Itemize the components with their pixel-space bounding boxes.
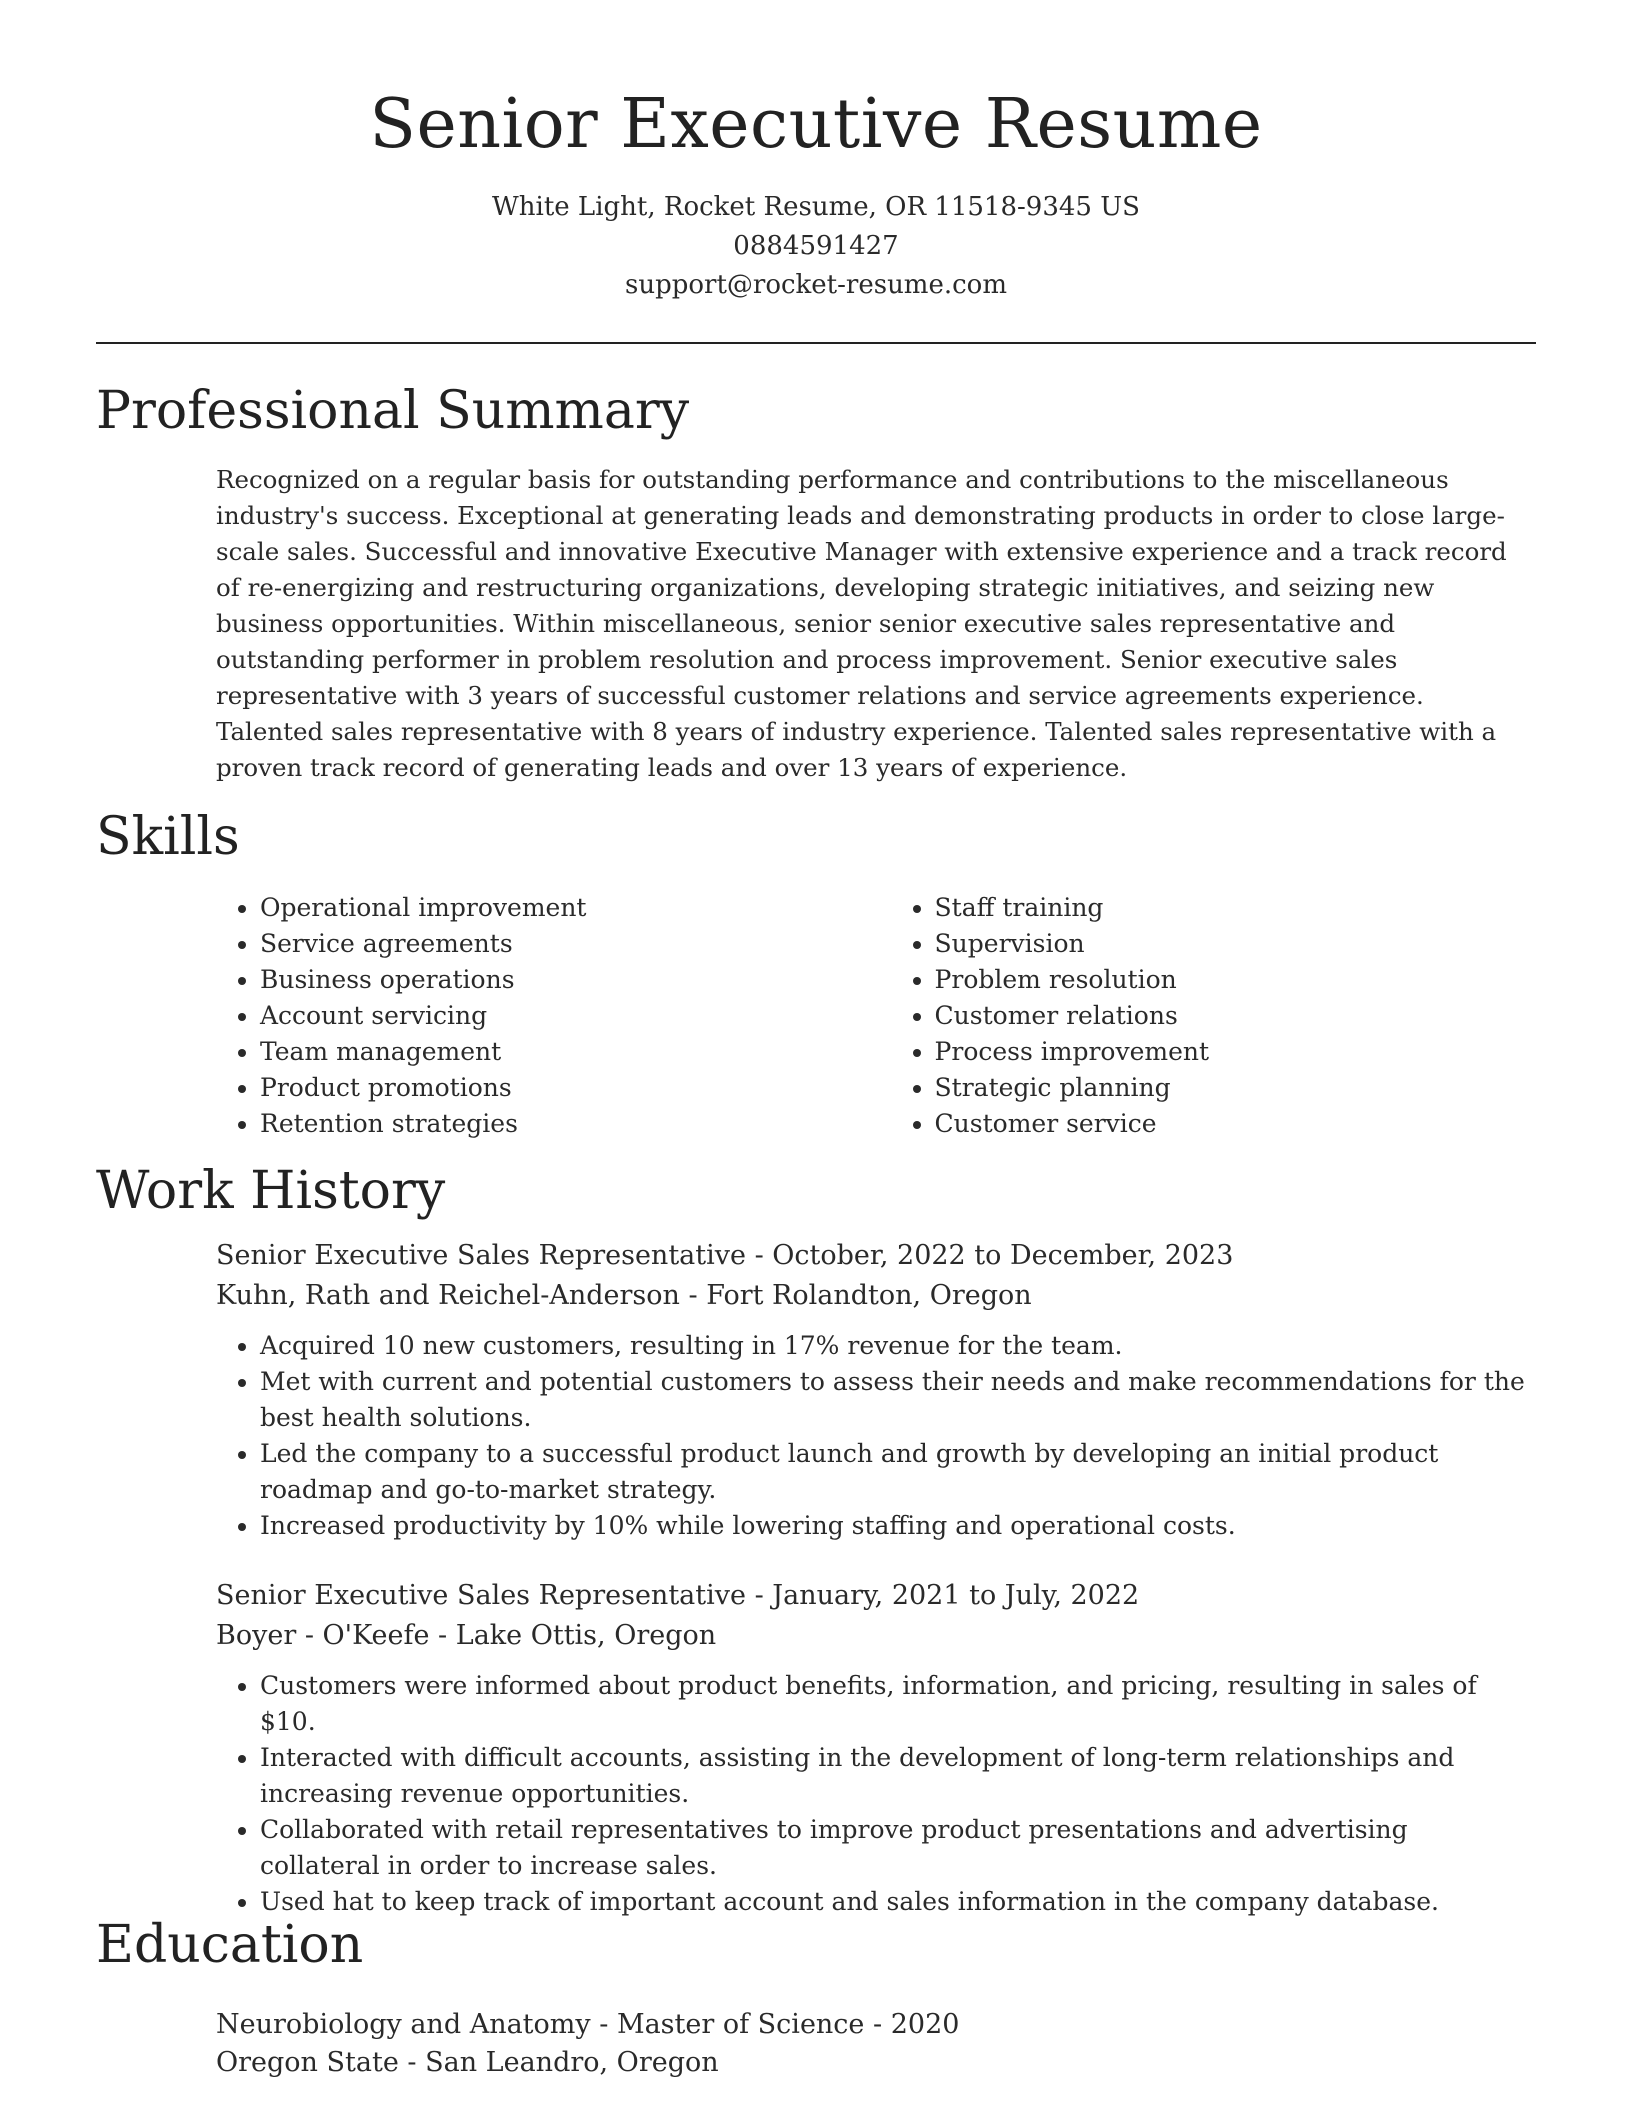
separator: -: [398, 2047, 426, 2078]
education-degree: Master of Science: [616, 2009, 865, 2040]
skill-item: • Customer service: [935, 1106, 1536, 1142]
separator: -: [745, 1240, 773, 1271]
skill-item: • Staff training: [935, 890, 1536, 926]
education-degree-line: [216, 2006, 1538, 2044]
job-title-line: [216, 1576, 1538, 1616]
summary-heading: Professional Summary: [96, 381, 690, 441]
skills-heading: Skills: [96, 807, 240, 867]
contact-email: support@rocket-resume.com: [624, 270, 1007, 300]
job-bullet: • Used hat to keep track of important account and sales information in the company database.: [260, 1884, 1538, 1920]
skill-item: • Team management: [260, 1034, 891, 1070]
skill-item: • Operational improvement: [260, 890, 891, 926]
separator: -: [590, 2009, 617, 2040]
job-dates: January, 2021 to July, 2022: [772, 1580, 1140, 1611]
job-company: Kuhn, Rath and Reichel-Anderson: [216, 1280, 680, 1311]
skill-item: • Customer relations: [935, 998, 1536, 1034]
skills-column-1: [216, 890, 891, 1142]
job-location: Lake Ottis, Oregon: [455, 1620, 717, 1651]
skill-item: • Problem resolution: [935, 962, 1536, 998]
separator: -: [864, 2009, 891, 2040]
resume-header: [0, 84, 1632, 305]
job-bullet: • Interacted with difficult accounts, assisting in the development of long-term relationships and increasing revenue opportunities.: [260, 1740, 1538, 1812]
job-bullet: • Increased productivity by 10% while lowering staffing and operational costs.: [260, 1508, 1538, 1544]
separator: -: [745, 1580, 773, 1611]
header-divider: [96, 342, 1536, 344]
resume-name: Senior Executive Resume: [369, 85, 1263, 164]
job-bullets: [216, 1668, 1538, 1920]
job-company: Boyer - O'Keefe: [216, 1620, 430, 1651]
contact-block: [0, 188, 1632, 305]
education-heading: Education: [96, 1915, 364, 1975]
skills-list: [216, 890, 1536, 1142]
education-entry: [216, 2006, 1538, 2082]
job-bullet: • Led the company to a successful product launch and growth by developing an initial product roadmap and go-to-market strategy.: [260, 1436, 1538, 1508]
separator: -: [679, 1280, 707, 1311]
job-entry: [216, 1576, 1538, 1920]
skill-item: • Supervision: [935, 926, 1536, 962]
skill-item: • Product promotions: [260, 1070, 891, 1106]
work-history-heading: Work History: [96, 1161, 446, 1221]
education-field: Neurobiology and Anatomy: [216, 2009, 591, 2040]
contact-phone: 0884591427: [733, 231, 899, 261]
job-bullet: • Met with current and potential customers to assess their needs and make recommendations for the best health solutions.: [260, 1364, 1538, 1436]
job-bullets: [216, 1328, 1538, 1544]
skills-column-2: [891, 890, 1536, 1142]
education-school-line: [216, 2044, 1538, 2082]
job-entry: [216, 1236, 1538, 1544]
contact-address: White Light, Rocket Resume, OR 11518-9345 US: [492, 192, 1140, 222]
job-bullet: • Customers were informed about product benefits, information, and pricing, resulting in sales of $10.: [260, 1668, 1538, 1740]
skill-item: • Service agreements: [260, 926, 891, 962]
job-position: Senior Executive Sales Representative: [216, 1240, 746, 1271]
job-dates: October, 2022 to December, 2023: [772, 1240, 1234, 1271]
job-company-line: [216, 1276, 1538, 1316]
job-company-line: [216, 1616, 1538, 1656]
skill-item: • Account servicing: [260, 998, 891, 1034]
skill-item: • Business operations: [260, 962, 891, 998]
education-year: 2020: [890, 2009, 960, 2040]
education-location: San Leandro, Oregon: [425, 2047, 719, 2078]
job-location: Fort Rolandton, Oregon: [706, 1280, 1032, 1311]
job-bullet: • Acquired 10 new customers, resulting in 17% revenue for the team.: [260, 1328, 1538, 1364]
skill-item: • Process improvement: [935, 1034, 1536, 1070]
separator: -: [429, 1620, 456, 1651]
summary-text: Recognized on a regular basis for outstanding performance and contributions to the miscellaneous industry's success. Exceptional at generating leads and demonstrating products in order to close large-scale sales. Successful and innovative Executive Manager with extensive experience and a track record of re-energizing and restructuring organizations, developing strategic initiatives, and seizing new business opportunities. Within miscellaneous, senior senior executive sales representative and outstanding performer in problem resolution and process improvement. Senior executive sales representative with 3 years of successful customer relations and service agreements experience. Talented sales representative with 8 years of industry experience. Talented sales representative with a proven track record of generating leads and over 13 years of experience.: [216, 465, 1507, 782]
education-school: Oregon State: [216, 2047, 399, 2078]
skill-item: • Strategic planning: [935, 1070, 1536, 1106]
job-bullet: • Collaborated with retail representatives to improve product presentations and advertising collateral in order to increase sales.: [260, 1812, 1538, 1884]
job-position: Senior Executive Sales Representative: [216, 1580, 746, 1611]
skill-item: • Retention strategies: [260, 1106, 891, 1142]
job-title-line: [216, 1236, 1538, 1276]
